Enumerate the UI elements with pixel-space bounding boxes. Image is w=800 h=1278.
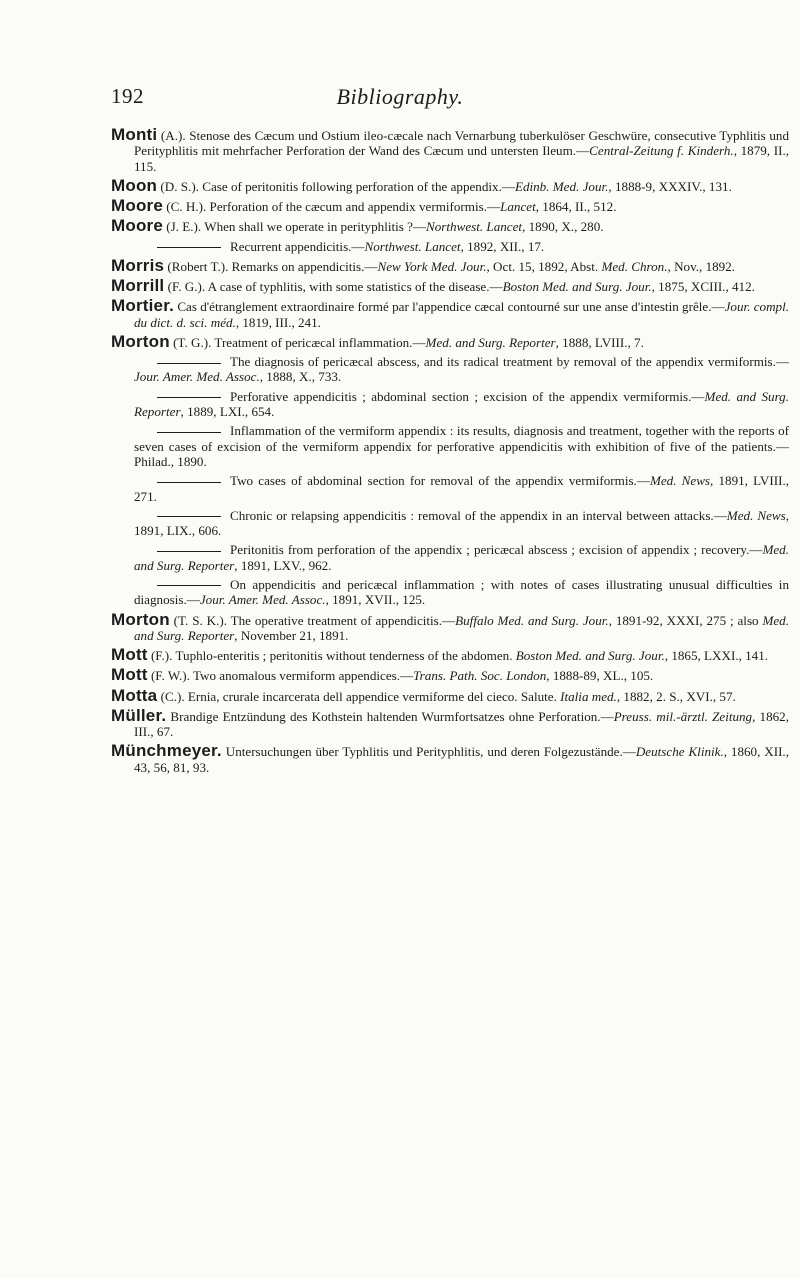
entry-text: Perforative appendicitis ; abdominal section ; excision of the appendix vermiformis.—: [230, 388, 705, 404]
entry-author: Moon: [111, 175, 158, 195]
entry-text: , 1891, LVIII., 271.: [134, 473, 790, 504]
entry-text: , 1890, X., 280.: [522, 219, 604, 235]
entry-source: Med. and Surg. Reporter: [134, 388, 789, 420]
entry-text: , 1862, III., 67.: [134, 708, 790, 740]
entry-source: Med. News: [726, 507, 786, 523]
entry-source: Boston Med. and Surg. Jour.: [502, 279, 652, 295]
entry-source: Trans. Path. Soc. London: [413, 668, 547, 684]
entry-text: , 1860, XII., 43, 56, 81, 93.: [134, 744, 789, 775]
ditto-dash: [157, 551, 221, 552]
entry-text: (C.). Ernia, crurale incarcerata dell appendice vermiforme del cieco. Salute.: [157, 688, 561, 704]
entry-text: , 1889, LXI., 654.: [180, 404, 275, 420]
entry-author: Münchmeyer.: [111, 741, 222, 761]
entry-source: Northwest. Lancet: [426, 219, 523, 235]
entry-text: , 1865, LXXI., 141.: [664, 648, 769, 664]
entry-text: , 1819, III., 241.: [235, 314, 321, 330]
entry-text: (T. S. K.). The operative treatment of appendicitis.—: [169, 612, 456, 628]
entry-source: Med. and Surg. Reporter: [134, 612, 789, 643]
entry-text: Inflammation of the vermiform appendix : its results, diagnosis and treatment, together with the reports of seven cases of excision of the vermiform appendix for perforative appendicitis with exhibition of five of the patients.— Philad., 1890.: [134, 423, 789, 469]
running-title: Bibliography.: [336, 84, 464, 109]
entry-source: Jour. compl. du dict. d. sci. méd.: [134, 299, 789, 330]
page-header: [0, 84, 800, 114]
entry-author: Moore: [111, 216, 163, 236]
ditto-dash: [157, 247, 221, 248]
entry-source: Med. News: [649, 473, 711, 489]
entry-author: Müller.: [111, 705, 167, 725]
entry-source: Jour. Amer. Med. Assoc.: [134, 369, 260, 385]
entry-text: (A.). Stenose des Cæcum und Ostium ileo-cæcale nach Vernarbung tuberkulöser Geschwüre, consecutive Typhlitis und Perityphlitis mit mehrfacher Perforation der Wand des Cæcum und untersten Ileum.—: [134, 128, 789, 159]
entry-source: Med. and Surg. Reporter: [425, 334, 556, 350]
bibliography-entry: [111, 473, 789, 504]
ditto-dash: [157, 516, 221, 517]
bibliography-entry: [111, 389, 789, 420]
bibliography-entry: [111, 743, 789, 775]
entry-text: , 1875, XCIII., 412.: [651, 279, 755, 295]
entry-author: Morrill: [111, 276, 165, 296]
entry-text: , 1891, XVII., 125.: [325, 592, 426, 608]
entry-author: Motta: [111, 685, 158, 705]
bibliography-entry: [111, 278, 789, 294]
ditto-dash: [157, 585, 221, 586]
bibliography-entry: [111, 647, 789, 663]
entry-text: (F.). Tuphlo-enteritis ; peritonitis without tenderness of the abdomen.: [147, 648, 516, 664]
page-number: 192: [111, 84, 144, 108]
entry-source: Lancet: [500, 199, 536, 215]
entry-author: Morton: [111, 331, 170, 351]
entry-text: (J. E.). When shall we operate in perityphlitis ?—: [163, 219, 427, 235]
entry-author: Mott: [111, 665, 148, 685]
entry-text: , 1891-92, XXXI, 275 ; also: [608, 612, 763, 628]
ditto-dash: [157, 432, 221, 433]
bibliography-entry: [111, 218, 789, 234]
bibliography-entry: [111, 354, 789, 385]
bibliography-entry: [111, 127, 789, 174]
entry-text: Peritonitis from perforation of the appendix ; pericæcal abscess ; excision of appendix ; recovery.—: [230, 542, 763, 558]
entry-source: Med. and Surg. Reporter: [134, 542, 789, 573]
bibliography-list: [111, 127, 789, 779]
entry-text: , Nov., 1892.: [667, 258, 736, 274]
entry-author: Morris: [111, 255, 165, 275]
entry-source: Boston Med. and Surg. Jour.: [515, 648, 665, 664]
bibliography-entry: [111, 298, 789, 330]
entry-text: (F. G.). A case of typhlitis, with some statistics of the disease.—: [164, 279, 503, 295]
bibliography-entry: [111, 508, 789, 539]
entry-text: , 1891, LIX., 606.: [134, 507, 790, 539]
entry-source: Italia med.: [560, 688, 617, 704]
bibliography-entry: [111, 577, 789, 608]
entry-text: On appendicitis and pericæcal inflammation ; with notes of cases illustrating unusual difficulties in diagnosis.—: [134, 576, 789, 608]
entry-source: Central-Zeitung f. Kinderh.: [589, 143, 734, 159]
bibliography-entry: [111, 255, 789, 275]
entry-source: Preuss. mil.-ärztl. Zeitung: [613, 708, 753, 724]
ditto-dash: [157, 397, 221, 398]
entry-text: Two cases of abdominal section for removal of the appendix vermiformis.—: [230, 473, 650, 489]
ditto-dash: [157, 363, 221, 364]
entry-text: , 1891, LXV., 962.: [234, 557, 332, 573]
entry-text: , 1882, 2. S., XVI., 57.: [616, 688, 736, 704]
entry-author: Monti: [111, 125, 158, 144]
bibliography-entry: [111, 239, 789, 254]
entry-text: Chronic or relapsing appendicitis : removal of the appendix in an interval between attacks.—: [230, 507, 727, 523]
ditto-dash: [157, 482, 221, 483]
entry-author: Mott: [111, 645, 148, 665]
entry-text: (C. H.). Perforation of the cæcum and appendix vermiformis.—: [163, 199, 501, 215]
entry-author: Morton: [111, 609, 170, 629]
entry-text: , 1888, X., 733.: [259, 369, 342, 385]
bibliography-entry: [111, 542, 789, 573]
entry-text: Brandige Entzündung des Kothstein haltenden Wurmfortsatzes ohne Perforation.—: [166, 708, 614, 724]
entry-text: , 1888-89, XL., 105.: [546, 668, 654, 684]
bibliography-entry: [111, 667, 789, 683]
entry-source: Med. Chron.: [601, 258, 668, 274]
entry-text: , Oct. 15, 1892, Abst.: [486, 258, 602, 274]
entry-text: The diagnosis of pericæcal abscess, and its radical treatment by removal of the appendix vermiformis.—: [230, 354, 789, 370]
bibliography-entry: [111, 198, 789, 214]
entry-text: , 1888-9, XXXIV., 131.: [608, 178, 732, 194]
entry-text: (Robert T.). Remarks on appendicitis.—: [164, 258, 378, 274]
bibliography-entry: [111, 423, 789, 469]
entry-source: Buffalo Med. and Surg. Jour.: [455, 612, 609, 628]
bibliography-entry: [111, 331, 789, 351]
entry-author: Mortier.: [111, 296, 175, 316]
bibliography-entry: [111, 705, 790, 740]
entry-text: Untersuchungen über Typhlitis und Perityphlitis, und deren Folgezustände.—: [221, 744, 636, 760]
entry-text: , 1892, XII., 17.: [460, 238, 545, 254]
entry-text: (D. S.). Case of peritonitis following perforation of the appendix.—: [157, 178, 515, 194]
entry-text: (T. G.). Treatment of pericæcal inflammation.—: [169, 334, 426, 350]
entry-source: Northwest. Lancet: [364, 238, 461, 254]
entry-text: Recurrent appendicitis.—: [230, 238, 365, 254]
entry-source: Jour. Amer. Med. Assoc.: [199, 592, 326, 608]
bibliography-entry: [111, 609, 789, 644]
bibliography-entry: [111, 685, 789, 705]
entry-text: , November 21, 1891.: [234, 627, 349, 643]
entry-text: , 1879, II., 115.: [134, 143, 789, 174]
entry-source: Edinb. Med. Jour.: [514, 178, 609, 194]
entry-text: (F. W.). Two anomalous vermiform appendices.—: [147, 668, 414, 684]
bibliography-entry: [111, 175, 789, 195]
entry-text: , 1864, II., 512.: [535, 199, 617, 215]
entry-source: Deutsche Klinik.: [635, 744, 724, 760]
entry-author: Moore: [111, 196, 163, 216]
entry-text: , 1888, LVIII., 7.: [555, 334, 644, 350]
entry-text: Cas d'étranglement extraordinaire formé par l'appendice cæcal contourné sur une anse d'intestin grêle.—: [174, 299, 725, 315]
entry-source: New York Med. Jour.: [377, 258, 487, 274]
